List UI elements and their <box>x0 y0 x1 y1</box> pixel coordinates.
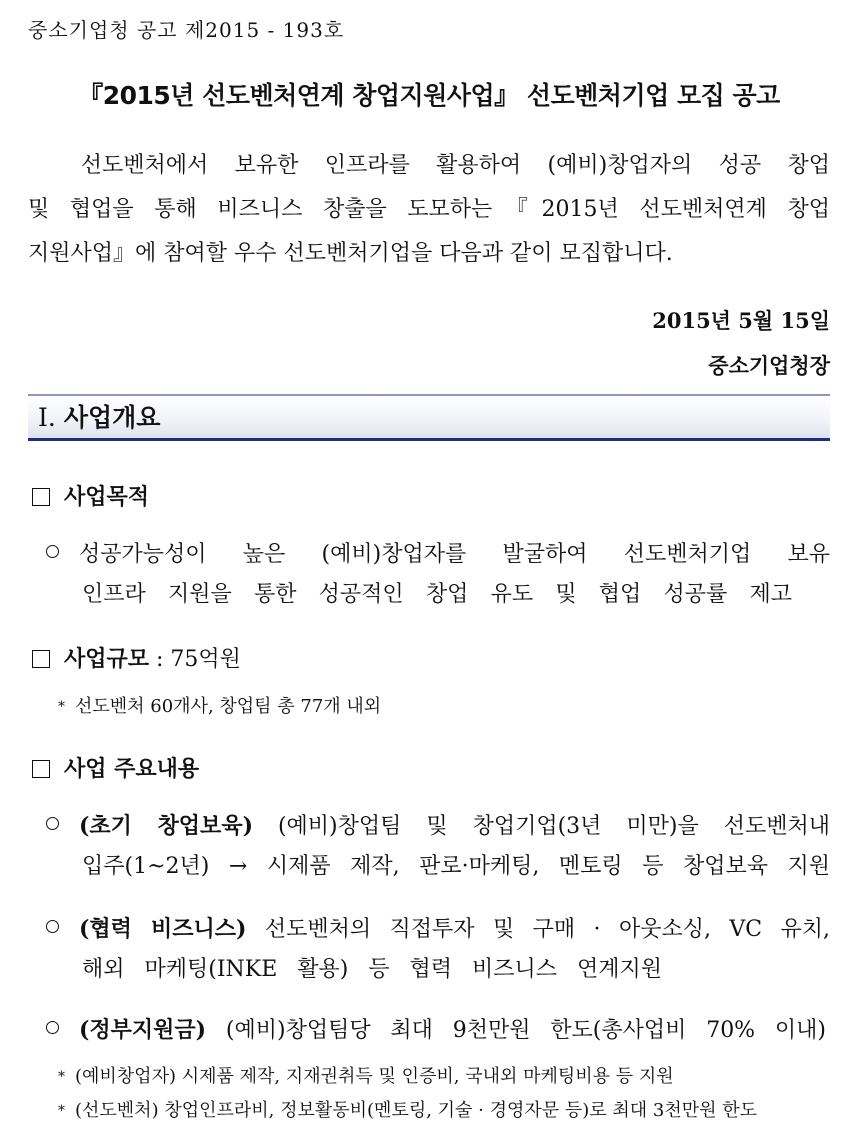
circle-bullet-icon <box>46 545 59 558</box>
circle-bullet-icon <box>46 920 59 933</box>
section-title <box>38 398 160 434</box>
checkbox-square-icon <box>32 488 50 506</box>
purpose-heading: 사업목적 <box>32 480 149 511</box>
notice-number: 중소기업청 공고 제2015 - 193호 <box>28 18 345 42</box>
document-title: 『2015년 선도벤처연계 창업지원사업』 선도벤처기업 모집 공고 <box>78 81 780 110</box>
contents-item-3-line-1: (정부지원금) (예비)창업팀당 최대 9천만원 한도(총사업비 70% 이내) <box>46 1013 826 1044</box>
circle-bullet-icon <box>46 1021 59 1034</box>
purpose-bullet-line-2: 인프라 지원을 통한 성공적인 창업 유도 및 협업 성공률 제고 <box>82 582 792 607</box>
contents-item-2-line-1: (협력 비즈니스) 선도벤처의 직접투자 및 구매 · 아웃소싱, VC 유치, <box>46 912 830 943</box>
asterisk-icon: * <box>58 699 65 715</box>
contents-note-1: * (예비창업자) 시제품 제작, 지재권취득 및 인증비, 국내외 마케팅비용 등 지원 <box>58 1066 674 1087</box>
section-number: Ⅰ. <box>38 403 56 432</box>
purpose-bullet-line-1: 성공가능성이 높은 (예비)창업자를 발굴하여 선도벤처기업 보유 <box>46 537 830 568</box>
section-label: 사업개요 <box>63 403 161 432</box>
notice-date: 2015년 5월 15일 <box>652 308 830 333</box>
checkbox-square-icon <box>32 760 50 778</box>
scale-value: : 75억원 <box>149 647 241 672</box>
intro-line-2: 및 협업을 통해 비즈니스 창출을 도모하는『2015년 선도벤처연계 창업 <box>28 197 830 222</box>
contents-item-1-line-1: (초기 창업보육) (예비)창업팀 및 창업기업(3년 미만)을 선도벤처내 <box>46 809 830 840</box>
circle-bullet-icon <box>46 817 59 830</box>
checkbox-square-icon <box>32 650 50 668</box>
issuer: 중소기업청장 <box>708 353 830 378</box>
contents-item-2-line-2: 해외 마케팅(INKE 활용) 등 협력 비즈니스 연계지원 <box>82 957 662 982</box>
contents-note-2: * (선도벤처) 창업인프라비, 정보활동비(멘토링, 기술 · 경영자문 등)로 최대 3천만원 한도 <box>58 1100 758 1121</box>
asterisk-icon: * <box>58 1103 65 1119</box>
intro-line-3: 지원사업』에 참여할 우수 선도벤처기업을 다음과 같이 모집합니다. <box>28 241 673 266</box>
contents-item-1-line-2: 입주(1~2년) → 시제품 제작, 판로·마케팅, 멘토링 등 창업보육 지원 <box>82 854 830 879</box>
contents-heading: 사업 주요내용 <box>32 752 199 783</box>
intro-line-1: 선도벤처에서 보유한 인프라를 활용하여 (예비)창업자의 성공 창업 <box>80 153 830 178</box>
scale-note: * 선도벤처 60개사, 창업팀 총 77개 내외 <box>58 696 382 717</box>
asterisk-icon: * <box>58 1069 65 1085</box>
scale-heading: 사업규모 : 75억원 <box>32 642 241 673</box>
